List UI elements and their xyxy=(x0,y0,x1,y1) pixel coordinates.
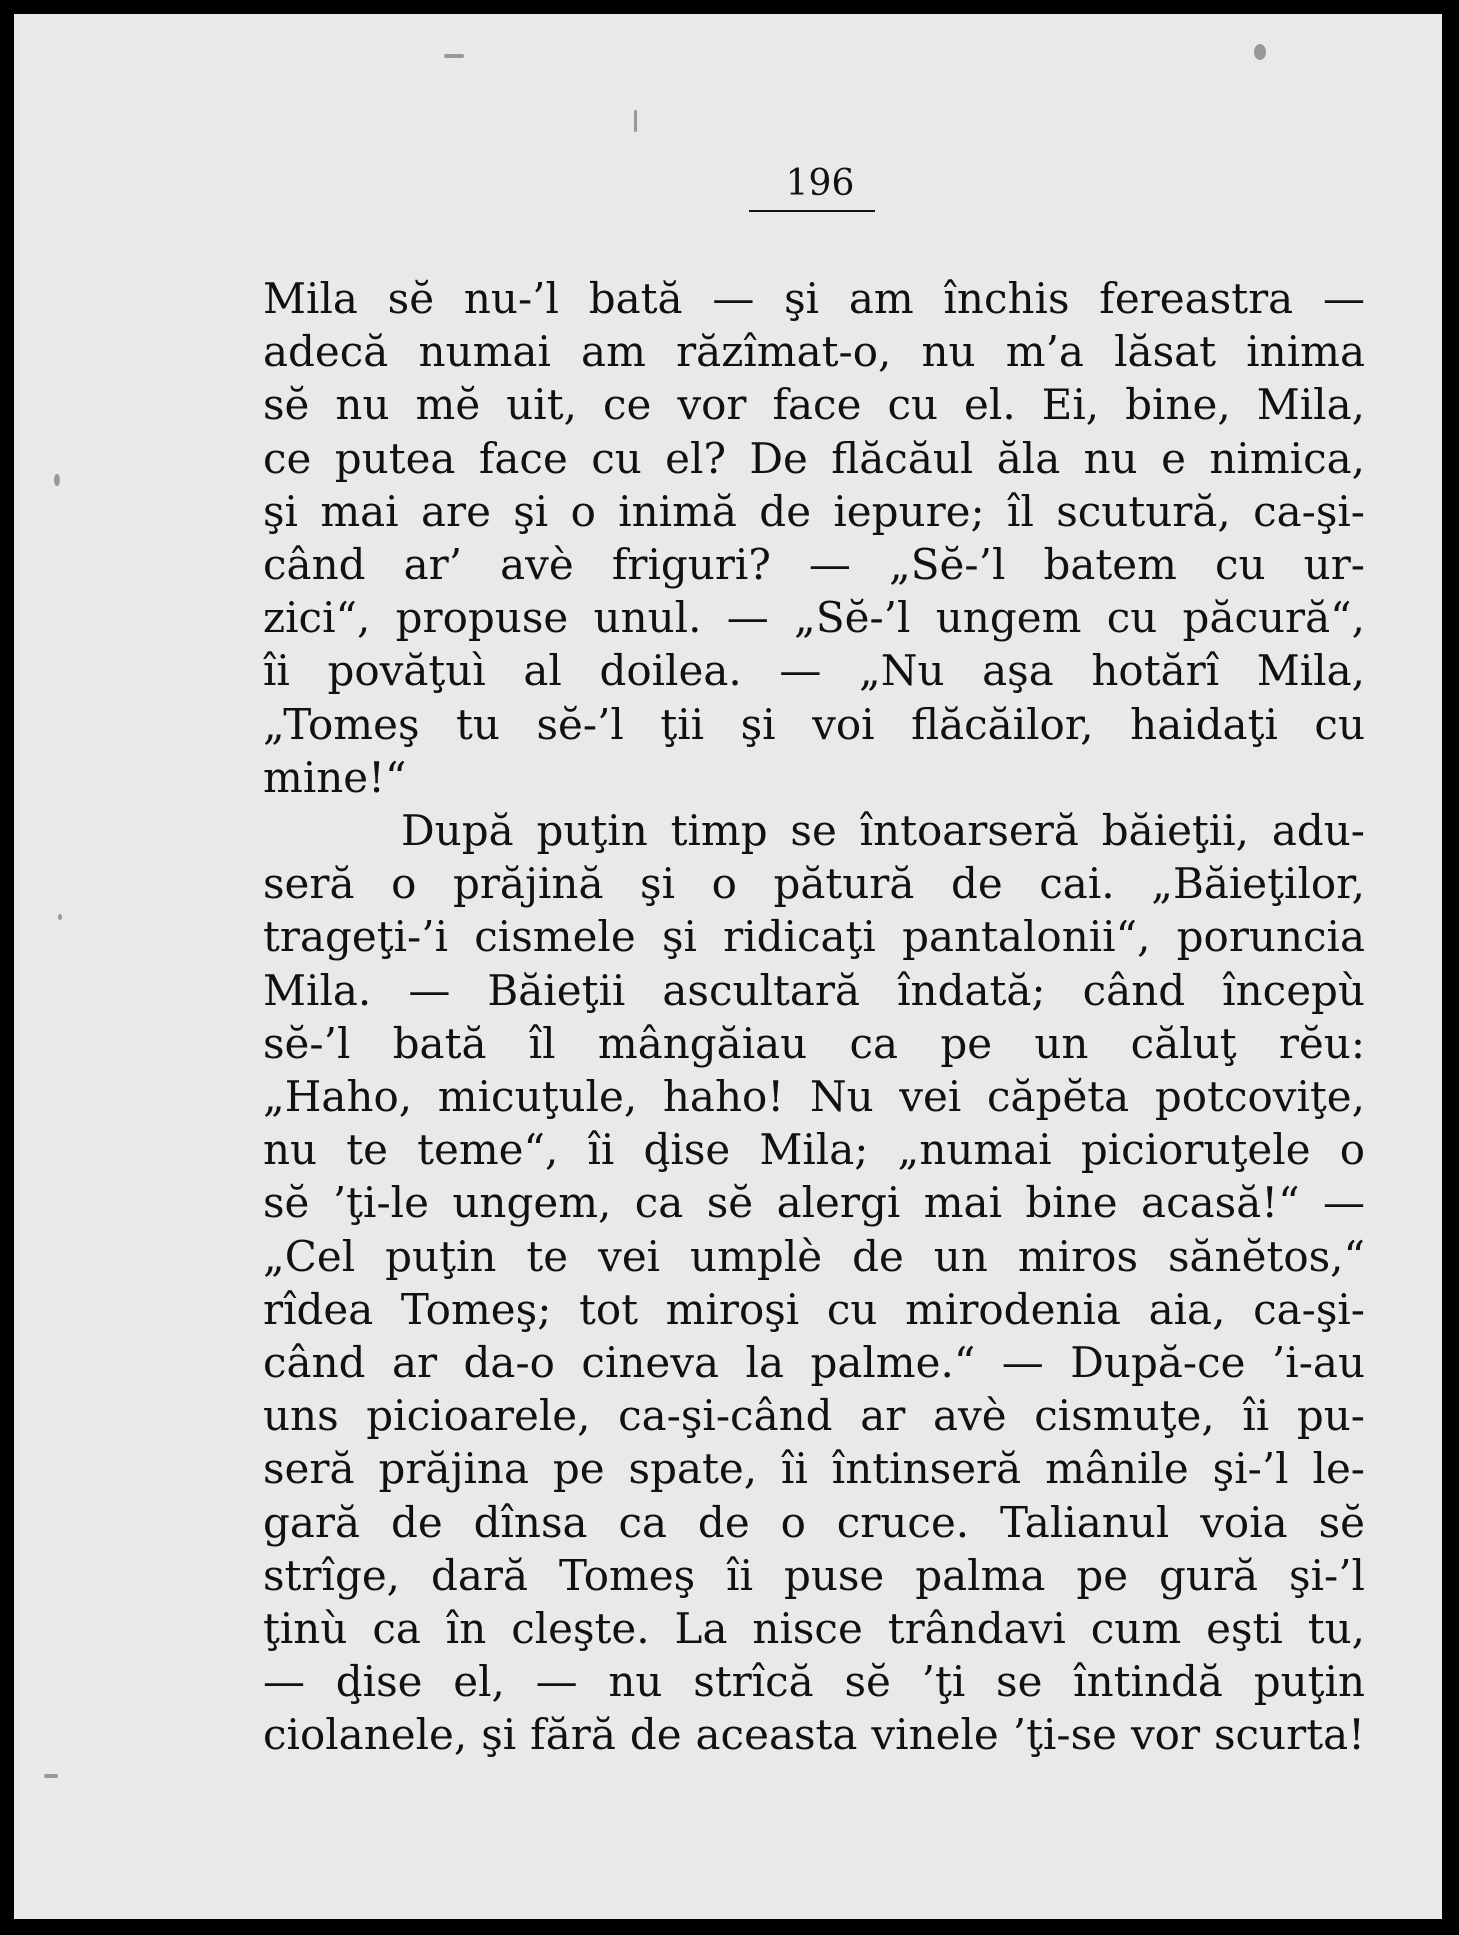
page-number-rule xyxy=(749,210,875,212)
text-line: seră prăjina pe spate, îi întinseră mânile şi-’l le- xyxy=(263,1444,1365,1494)
scanned-page xyxy=(14,14,1442,1919)
text-line: îi povăţuì al doilea. — „Nu aşa hotărî Mila, xyxy=(263,646,1365,696)
text-line: Mila. — Băieţii ascultară îndată; când începù xyxy=(263,965,1365,1015)
scan-speck xyxy=(634,110,637,132)
text-line: când ar’ avè friguri? — „Sĕ-’l batem cu ur- xyxy=(263,540,1365,590)
page-number: 196 xyxy=(785,163,855,204)
text-line: ce putea face cu el? De flăcăul ăla nu e nimica, xyxy=(263,433,1365,483)
text-line: ciolanele, şi fără de aceasta vinele ’ţi-se vor scurta! xyxy=(263,1710,1365,1760)
text-line: „Cel puţin te vei umplè de un miros sănĕtos,“ xyxy=(263,1231,1365,1281)
scan-speck xyxy=(444,54,464,58)
text-line: zici“, propuse unul. — „Sĕ-’l ungem cu păcură“, xyxy=(263,593,1365,643)
text-line: După puţin timp se întoarseră băieţii, adu- xyxy=(401,806,1365,856)
text-line: rîdea Tomeş; tot miroşi cu mirodenia aia, ca-şi- xyxy=(263,1284,1365,1334)
text-line: strîge, dară Tomeş îi puse palma pe gură şi-’l xyxy=(263,1550,1365,1600)
body-text xyxy=(263,272,1365,1762)
text-line: „Tomeş tu sĕ-’l ţii şi voi flăcăilor, haidaţi cu xyxy=(263,699,1365,749)
text-line: adecă numai am răzîmat-o, nu m’a lăsat inima xyxy=(263,327,1365,377)
text-line: sĕ-’l bată îl mângăiau ca pe un căluţ rĕu: xyxy=(263,1018,1365,1068)
text-line: uns picioarele, ca-şi-când ar avè cismuţe, îi pu- xyxy=(263,1391,1365,1441)
text-line: „Haho, micuţule, haho! Nu vei căpĕta potcoviţe, xyxy=(263,1072,1365,1122)
text-line: sĕ ’ţi-le ungem, ca sĕ alergi mai bine acasă!“ — xyxy=(263,1178,1365,1228)
text-line: Mila sĕ nu-’l bată — şi am închis fereastra — xyxy=(263,274,1365,323)
text-line: trageţi-’i cismele şi ridicaţi pantalonii“, poruncia xyxy=(263,912,1365,962)
scan-speck xyxy=(54,474,60,486)
text-line: gară de dînsa ca de o cruce. Talianul voia sĕ xyxy=(263,1497,1365,1547)
scan-speck xyxy=(58,914,62,920)
text-line: nu te teme“, îi ḑise Mila; „numai picioruţele o xyxy=(263,1125,1365,1175)
text-line: sĕ nu mĕ uit, ce vor face cu el. Ei, bine, Mila, xyxy=(263,380,1365,430)
text-line: când ar da-o cineva la palme.“ — După-ce ’i-au xyxy=(263,1338,1365,1388)
scan-speck xyxy=(44,1774,58,1778)
text-line: şi mai are şi o inimă de iepure; îl scutură, ca-şi- xyxy=(263,486,1365,536)
text-line: ţinù ca în cleşte. La nisce trândavi cum eşti tu, xyxy=(263,1604,1365,1654)
text-line: — ḑise el, — nu strîcă sĕ ’ţi se întindă puţin xyxy=(263,1657,1365,1707)
scan-speck xyxy=(1254,44,1266,60)
text-line: mine!“ xyxy=(263,752,407,802)
text-line: seră o prăjină şi o pătură de cai. „Băieţilor, xyxy=(263,859,1365,909)
